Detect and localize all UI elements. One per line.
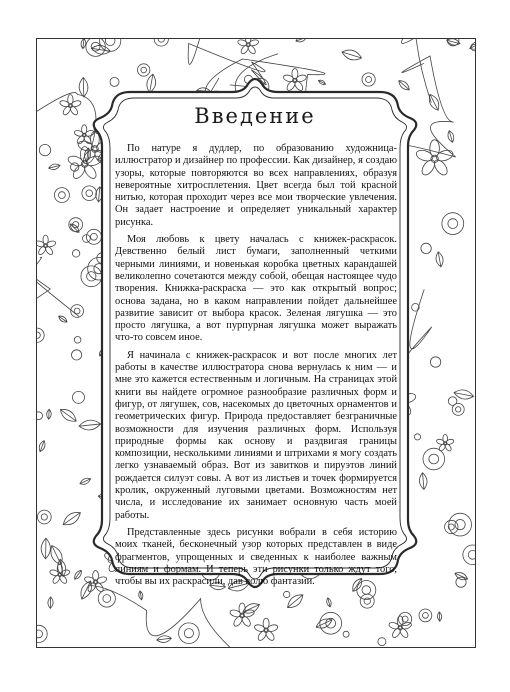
paragraph: Моя любовь к цвету началась с книжек-раскрасок. Девственно белый лист бумаги, заполненный четкими черными линиями, и новенькая коробка цветных карандашей великолепно сочетаются между собой, обещая настоящее чудо творения. Книжка-раскраска — это как открытый вопрос; основа задана, но в каком направлении пойдет дальнейшее развитие зависит от выбора красок. Зеленая лягушка — это просто лягушка, а вот пурпурная лягушка может выражать что-то совсем иное. (115, 234, 397, 344)
page-title: Введение (194, 104, 316, 128)
paragraph: Я начинала с книжек-раскрасок и вот после многих лет работы в качестве иллюстратора снова вернулась к ним — и мне это кажется естественным и логичным. На страницах этой книги вы найдете огромное разнообразие различных форм и фигур, от лягушек, сов, насекомых до цветочных орнаментов и геометрических фигур. Природа предоставляет безграничные возможности для изучения различных форм. Используя природные формы как основу и раздвигая границы композиции, несколькими линиями и штрихами я могу создать легко узнаваемый образ. Вот из завитков и пируэтов линий рождается силуэт совы. А вот из листьев и точек формируется кролик, окруженный луговыми цветами. Возможностям нет числа, и исследование их занимает основную часть моей работы. (115, 349, 397, 521)
paragraph: По натуре я дудлер, по образованию художница-иллюстратор и дизайнер по профессии. Как дизайнер, я создаю узоры, которые повторяются во всех направлениях, образуя невероятные хитросплетения. Цвет всегда был той красной нитью, которая проходит через все мои творческие увлечения. Он задает настроение и определяет уникальный характер рисунка. (115, 143, 397, 228)
introduction-text (115, 143, 397, 588)
paragraph: Представленные здесь рисунки вобрали в себя историю моих тканей, бесконечный узор которых представлен в виде фрагментов, упрощенных и сведенных к наиболее важным линиям и формам. И теперь эти рисунки только ждут того, чтобы вы их раскрасили, дав волю фантазии. (115, 526, 397, 588)
